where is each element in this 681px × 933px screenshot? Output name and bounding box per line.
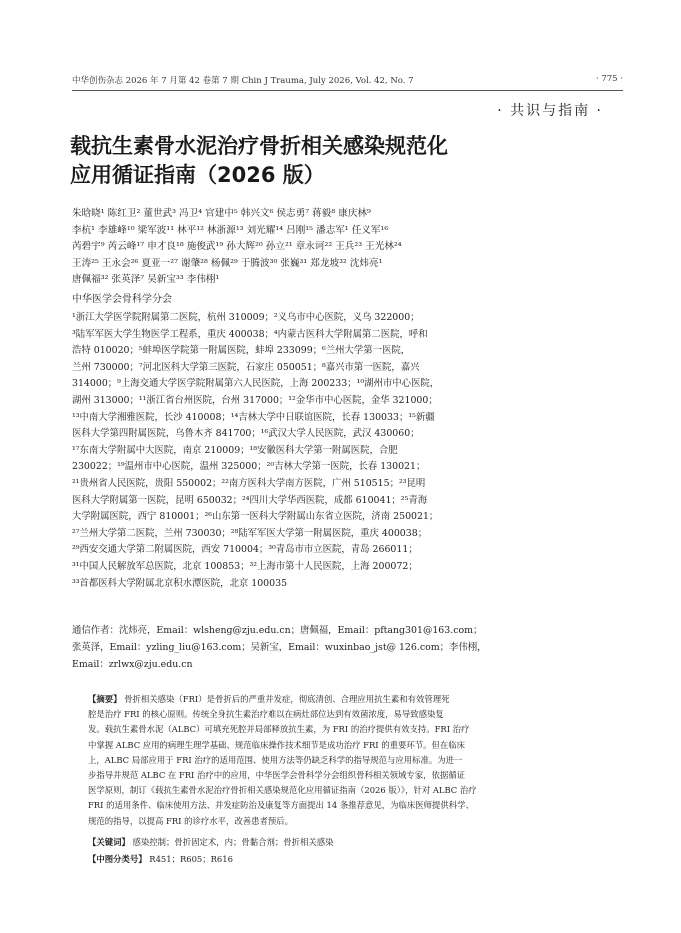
- section-tag: · 共识与指南 ·: [497, 103, 603, 119]
- keywords: [88, 836, 334, 848]
- contact-line: 通信作者：沈炜亮，Email：wlsheng@zju.edu.cn；唐佩福，Email：pftang301@163.com；: [72, 625, 483, 636]
- page-number: · 775 ·: [595, 74, 623, 84]
- affiliation-line: ¹³中南大学湘雅医院，长沙 410008；¹⁴吉林大学中日联谊医院，长春 130033；¹⁵新疆: [72, 411, 435, 423]
- abstract-line: 发。载抗生素骨水泥（ALBC）可填充死腔并局部释放抗生素，为 FRI 的治疗提供有效支持。FRI 治疗: [88, 724, 470, 735]
- organization: 中华医学会骨科学分会: [72, 294, 172, 305]
- abstract-line: 中掌握 ALBC 应用的病理生理学基础、规范临床操作技术细节是成功治疗 FRI 的重要环节。但在临床: [88, 739, 466, 750]
- author-line: 朱晗晓¹ 陈红卫² 董世武³ 冯卫⁴ 官建中⁵ 韩兴文⁶ 侯志勇⁷ 蒋毅⁸ 康庆林⁹: [72, 208, 371, 219]
- abstract-line: [88, 692, 600, 707]
- affiliation-line: ³³首都医科大学附属北京积水潭医院，北京 100035: [72, 577, 288, 589]
- affiliation-line: ²⁷兰州大学第二医院，兰州 730030；²⁸陆军军医大学第一附属医院，重庆 400038；: [72, 527, 428, 539]
- title-line: 载抗生素骨水泥治疗骨折相关感染规范化: [70, 134, 448, 158]
- affiliation-line: 230022；¹⁹温州市中心医院，温州 325000；²⁰吉林大学第一医院，长春 130021；: [72, 461, 426, 473]
- author-line: 王涛²⁵ 王永会²⁶ 夏亚一²⁷ 谢肇²⁸ 杨佩²⁹ 于腾波³⁰ 张巍³¹ 郑龙坡³² 沈炜亮¹: [72, 257, 383, 269]
- article-title: [70, 132, 610, 190]
- affiliation-line: ²¹贵州省人民医院，贵阳 550002；²²南方医科大学南方医院，广州 510515；²³昆明: [72, 477, 426, 489]
- abstract-line: FRI 的适用条件、临床使用方法、并发症防治及康复等方面提出 14 条推荐意见，为临床医师提供科学、: [88, 800, 474, 811]
- affiliation-line: 浩特 010020；⁵蚌埠医学院第一附属医院，蚌埠 233099；⁶兰州大学第一医院，: [72, 345, 411, 357]
- abstract-line: 规范的指导，以提高 FRI 的诊疗水平，改善患者预后。: [88, 815, 293, 826]
- journal-citation: 中华创伤杂志 2026 年 7 月第 42 卷第 7 期 Chin J Trauma, July 2026, Vol. 42, No. 7: [72, 76, 414, 86]
- affiliation-line: ¹⁷东南大学附属中大医院，南京 210009；¹⁸安徽医科大学第一附属医院，合肥: [72, 444, 398, 456]
- affiliation-line: 大学附属医院，西宁 810001；²⁶山东第一医科大学附属山东省立医院，济南 250021；: [72, 511, 439, 523]
- affiliation-line: 医科大学附属第一医院，昆明 650032；²⁴四川大学华西医院，成都 610041；²⁵青海: [72, 494, 428, 506]
- affiliation-line: ³陆军军医大学生物医学工程系，重庆 400038；⁴内蒙古医科大学附属第二医院，呼和: [72, 328, 428, 340]
- affiliation-line: 兰州 730000；⁷河北医科大学第三医院，石家庄 050051；⁸嘉兴市第一医院，嘉兴: [72, 361, 420, 373]
- affiliation-line: ³¹中国人民解放军总医院，北京 100853；³²上海市第十人民医院，上海 200072；: [72, 560, 418, 572]
- author-line: 芮碧宇⁹ 芮云峰¹⁷ 申才良¹⁸ 施俊武¹⁹ 孙大辉²⁰ 孙立²¹ 章永诃²² 王兵²³ 王光林²⁴: [72, 241, 402, 252]
- keywords-label: 【关键词】: [88, 837, 130, 847]
- abstract: [88, 692, 600, 829]
- affiliation-line: ²⁹西安交通大学第二附属医院，西安 710004；³⁰青岛市市立医院，青岛 266011；: [72, 544, 418, 556]
- contact-line: Email：zrlwx@zju.edu.cn: [72, 659, 193, 670]
- abstract-line: 医学原则，制订《载抗生素骨水泥治疗骨折相关感染规范化应用循证指南（2026 版）》，针对 ALBC 治疗: [88, 785, 477, 796]
- keywords-text: 感染控制；骨折固定术，内；骨黏合剂；骨折相关感染: [132, 837, 334, 847]
- abstract-label: 【摘要】: [88, 694, 122, 704]
- abstract-line: 腔是治疗 FRI 的核心原则。传统全身抗生素治疗难以在病灶部位达到有效菌浓度，易导致感染复: [88, 709, 444, 720]
- abstract-text: 骨折相关感染（FRI）是骨折后的严重并发症，彻底清创、合理应用抗生素和有效管理死: [124, 694, 450, 704]
- classification-text: R451；R605；R616: [149, 854, 233, 864]
- abstract-line: 上，ALBC 局部应用于 FRI 治疗的适用范围、使用方法等仍缺乏科学的指导规范与应用标准。为进一: [88, 754, 463, 765]
- affiliation-list: [72, 310, 612, 592]
- author-line: 唐佩福³² 张英泽⁷ 吴新宝³³ 李伟栩¹: [72, 274, 220, 285]
- affiliation-line: 湖州 313000；¹¹浙江省台州医院，台州 317000；¹²金华市中心医院，金华 321000；: [72, 394, 438, 406]
- author-line: 李杭¹ 李雄峰¹⁰ 梁军波¹¹ 林平¹² 林浙源¹³ 刘光耀¹⁴ 吕刚¹⁵ 潘志军¹ 任义军¹⁶: [72, 224, 389, 236]
- corresponding-authors: [72, 622, 612, 673]
- header-rule: [72, 90, 623, 91]
- abstract-line: 步指导并规范 ALBC 在 FRI 治疗中的应用，中华医学会骨科学分会组织骨科相关领域专家，依据循证: [88, 770, 466, 781]
- affiliation-line: ¹浙江大学医学院附属第二医院，杭州 310009；²义乌市中心医院，义乌 322000；: [72, 312, 420, 323]
- contact-line: 张英泽，Email：yzling_liu@163.com；吴新宝，Email：wuxinbao_jst@ 126.com；李伟栩，: [72, 642, 487, 653]
- classification-number: [88, 853, 233, 865]
- author-list: [72, 206, 620, 289]
- classification-label: 【中图分类号】: [88, 854, 147, 864]
- affiliation-line: 314000；⁹上海交通大学医学院附属第六人民医院，上海 200233；¹⁰湖州市中心医院，: [72, 378, 440, 390]
- title-line: 应用循证指南（2026 版）: [70, 163, 325, 187]
- affiliation-line: 医科大学第四附属医院，乌鲁木齐 841700；¹⁶武汉大学人民医院，武汉 430060；: [72, 428, 420, 440]
